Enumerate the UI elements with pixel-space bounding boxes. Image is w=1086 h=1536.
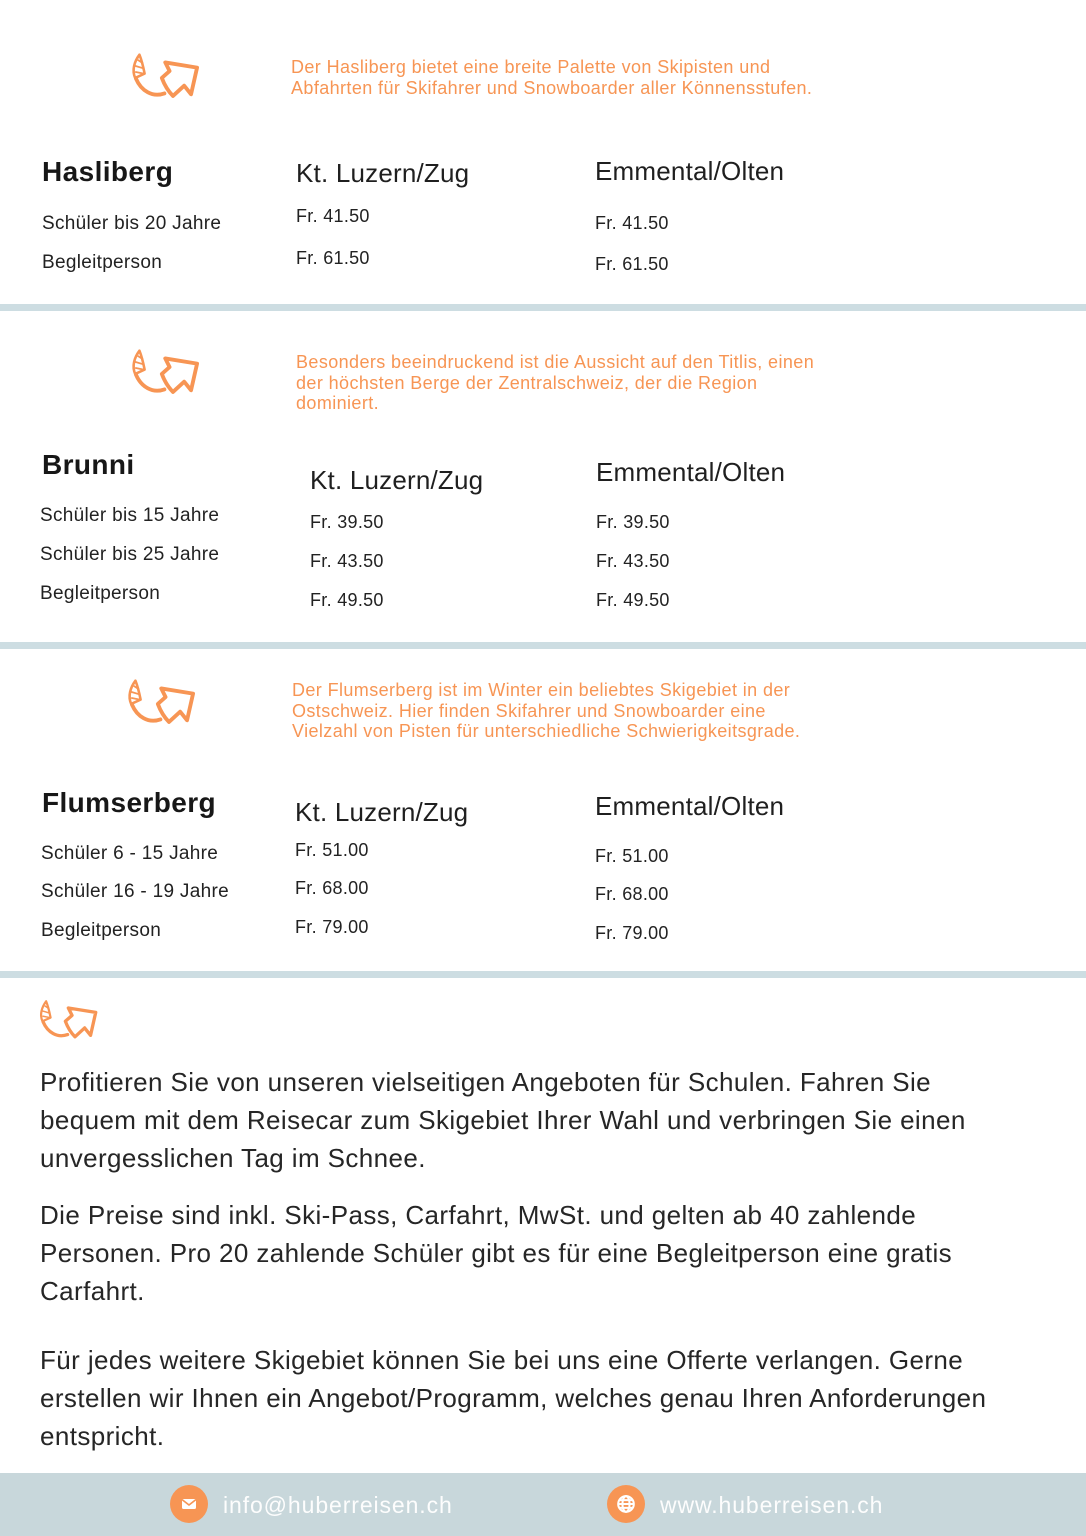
price-value: Fr. 41.50	[595, 213, 669, 233]
price-value: Fr. 79.00	[295, 917, 369, 937]
contact-footer	[0, 1473, 1086, 1536]
hand-drawn-arrow-icon	[38, 999, 112, 1048]
row-label: Schüler bis 15 Jahre	[40, 505, 220, 526]
price-value: Fr. 41.50	[296, 206, 370, 226]
price-value: Fr. 39.50	[596, 512, 670, 532]
hand-drawn-arrow-icon	[126, 678, 212, 735]
price-value: Fr. 79.00	[595, 923, 669, 943]
price-value: Fr. 61.50	[595, 254, 669, 274]
price-value: Fr. 43.50	[310, 551, 384, 571]
row-label: Begleitperson	[41, 920, 162, 941]
price-value: Fr. 49.50	[310, 590, 384, 610]
section-divider	[0, 642, 1086, 649]
row-label: Begleitperson	[42, 252, 163, 273]
section-divider	[0, 304, 1086, 311]
footer-website-link[interactable]: www.huberreisen.ch	[660, 1492, 884, 1518]
price-value: Fr. 51.00	[295, 840, 369, 860]
notes-paragraph: Die Preise sind inkl. Ski-Pass, Carfahrt, MwSt. und gelten ab 40 zahlende Personen. Pro 20 zahlende Schüler gibt es für eine Begleitperson eine gratis Carfahrt.	[40, 1200, 953, 1306]
price-value: Fr. 68.00	[595, 884, 669, 904]
column-header-luzern-zug: Kt. Luzern/Zug	[295, 797, 469, 827]
row-label: Begleitperson	[40, 583, 161, 604]
row-label: Schüler bis 20 Jahre	[42, 213, 222, 234]
section-description: Der Flumserberg ist im Winter ein beliebtes Skigebiet in der Ostschweiz. Hier finden Skifahrer und Snowboarder eine Vielzahl von Pisten für unterschiedliche Schwierigkeitsgrade.	[292, 680, 801, 741]
price-value: Fr. 68.00	[295, 878, 369, 898]
column-header-emmental-olten: Emmental/Olten	[595, 156, 785, 186]
row-label: Schüler 16 - 19 Jahre	[41, 881, 229, 902]
row-label: Schüler bis 25 Jahre	[40, 544, 220, 565]
section-description: Der Hasliberg bietet eine breite Palette von Skipisten und Abfahrten für Skifahrer und Snowboarder aller Könnensstufen.	[291, 57, 813, 98]
section-title: Hasliberg	[42, 156, 174, 187]
notes-paragraph: Profitieren Sie von unseren vielseitigen Angeboten für Schulen. Fahren Sie bequem mit dem Reisecar zum Skigebiet Ihrer Wahl und verbringen Sie einen unvergesslichen Tag im Schnee.	[40, 1067, 966, 1173]
row-label: Schüler 6 - 15 Jahre	[41, 843, 219, 864]
mail-icon	[170, 1485, 208, 1523]
section-title: Brunni	[42, 449, 135, 480]
section-divider	[0, 971, 1086, 978]
notes-paragraph: Für jedes weitere Skigebiet können Sie bei uns eine Offerte verlangen. Gerne erstellen wir Ihnen ein Angebot/Programm, welches genau Ihren Anforderungen entspricht.	[40, 1345, 987, 1451]
hand-drawn-arrow-icon	[130, 52, 216, 109]
footer-email-link[interactable]: info@huberreisen.ch	[223, 1492, 453, 1518]
price-value: Fr. 43.50	[596, 551, 670, 571]
price-value: Fr. 39.50	[310, 512, 384, 532]
column-header-luzern-zug: Kt. Luzern/Zug	[310, 465, 484, 495]
column-header-emmental-olten: Emmental/Olten	[596, 457, 786, 487]
price-value: Fr. 49.50	[596, 590, 670, 610]
section-title: Flumserberg	[42, 787, 216, 818]
section-description: Besonders beeindruckend ist die Aussicht auf den Titlis, einen der höchsten Berge der Zentralschweiz, der die Region dominiert.	[296, 352, 815, 413]
price-value: Fr. 51.00	[595, 846, 669, 866]
price-value: Fr. 61.50	[296, 248, 370, 268]
column-header-emmental-olten: Emmental/Olten	[595, 791, 785, 821]
column-header-luzern-zug: Kt. Luzern/Zug	[296, 158, 470, 188]
hand-drawn-arrow-icon	[130, 348, 216, 405]
globe-icon	[607, 1485, 645, 1523]
